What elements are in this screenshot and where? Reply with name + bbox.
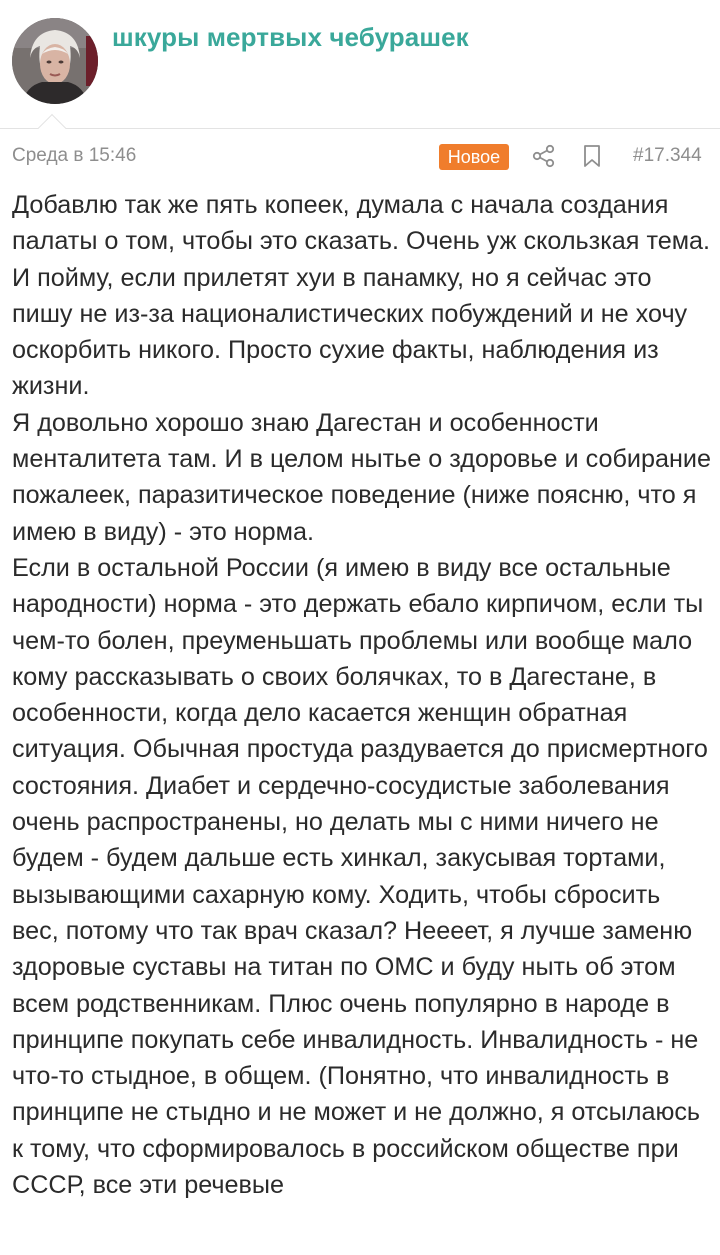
avatar[interactable] (12, 18, 98, 104)
avatar-image (12, 18, 98, 104)
post-paragraph: Добавлю так же пять копеек, думала с начала создания палаты о том, чтобы это сказать. Очень уж скользкая тема. И пойму, если прилетят хуи в панамку, но я сейчас это пишу не из-за националистических побуждений и не хочу оскорбить никого. Просто сухие факты, наблюдения из жизни. (12, 191, 711, 401)
new-badge: Новое (439, 144, 509, 170)
post-date: Среда в 15:46 (12, 145, 137, 166)
post-paragraph: Я довольно хорошо знаю Дагестан и особенности менталитета там. И в целом нытье о здоровье и собирание пожалеек, паразитическое поведение (ниже поясню, что я имею в виду) - это норма. (12, 408, 711, 546)
post-number[interactable]: #17.344 (633, 145, 702, 166)
post-header (0, 0, 720, 128)
post-body (12, 187, 712, 1203)
post-meta-row (0, 129, 720, 185)
share-icon[interactable] (531, 143, 557, 169)
post-paragraph: Если в остальной России (я имею в виду все остальные народности) норма - это держать ебало кирпичом, если ты чем-то болен, преуменьшать проблемы или вообще мало кому рассказывать о своих болячках, то в Дагестане, в особенности, когда дело касается женщин обратная ситуация. Обычная простуда раздувается до присмертного состояния. Диабет и сердечно-сосудистые заболевания очень распространены, но делать мы с ними ничего не будем - будем дальше есть хинкал, закусывая тортами, вызывающими сахарную кому. Ходить, чтобы сбросить вес, потому что так врач сказал? Неееет, я лучше заменю здоровые суставы на титан по ОМС и буду ныть об этом всем родственникам. Плюс очень популярно в народе в принципе покупать себе инвалидность. Инвалидность - не что-то стыдное, в общем. (Понятно, что инвалидность в принципе не стыдно и не может и не должно, я отсылаюсь к тому, что сформировалось в российском обществе при СССР, все эти речевые (12, 553, 708, 1200)
post-card (0, 128, 720, 1255)
bookmark-icon[interactable] (581, 143, 603, 169)
author-username[interactable]: шкуры мертвых чебурашек (112, 22, 469, 52)
